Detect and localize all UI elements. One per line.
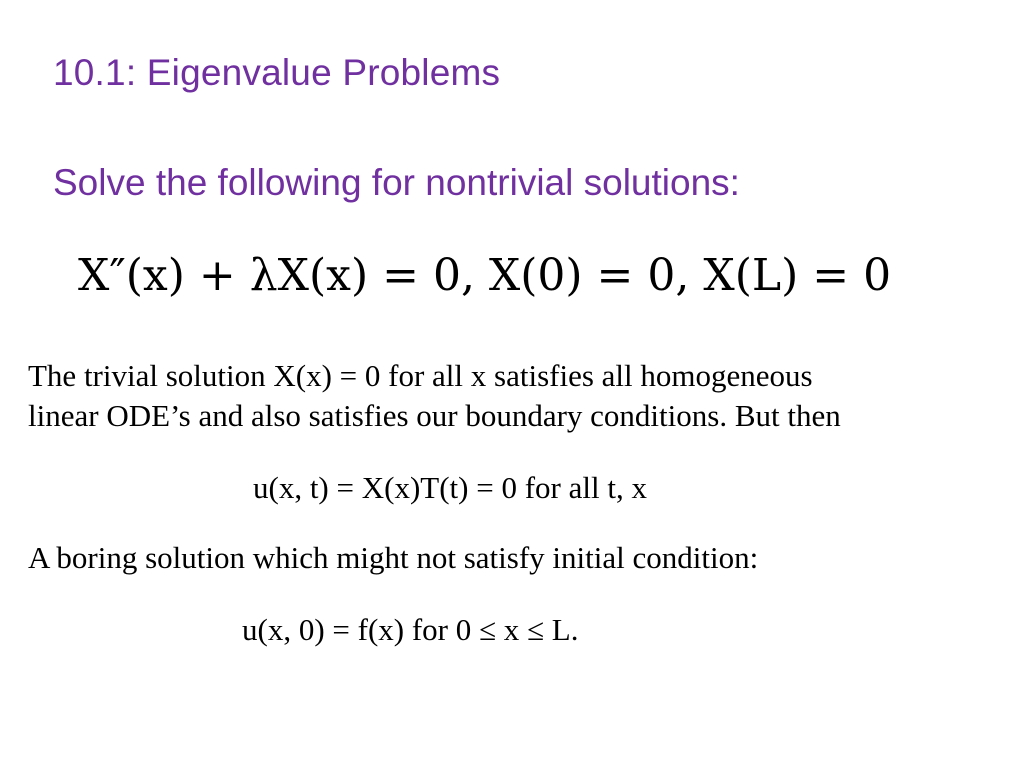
paragraph-line-1: The trivial solution X(x) = 0 for all x satisfies all homogeneous xyxy=(28,358,813,393)
paragraph-line-2: linear ODE’s and also satisfies our boundary conditions. But then xyxy=(28,398,841,433)
eigenvalue-equation: X″(x) + λX(x) = 0, X(0) = 0, X(L) = 0 xyxy=(78,250,892,301)
slide-subtitle: Solve the following for nontrivial solutions: xyxy=(53,162,740,203)
initial-condition-equation: u(x, 0) = f(x) for 0 ≤ x ≤ L. xyxy=(242,612,579,647)
product-solution-equation: u(x, t) = X(x)T(t) = 0 for all t, x xyxy=(253,470,647,505)
paragraph-line-3: A boring solution which might not satisfy initial condition: xyxy=(28,540,759,575)
slide-title: 10.1: Eigenvalue Problems xyxy=(53,52,501,93)
